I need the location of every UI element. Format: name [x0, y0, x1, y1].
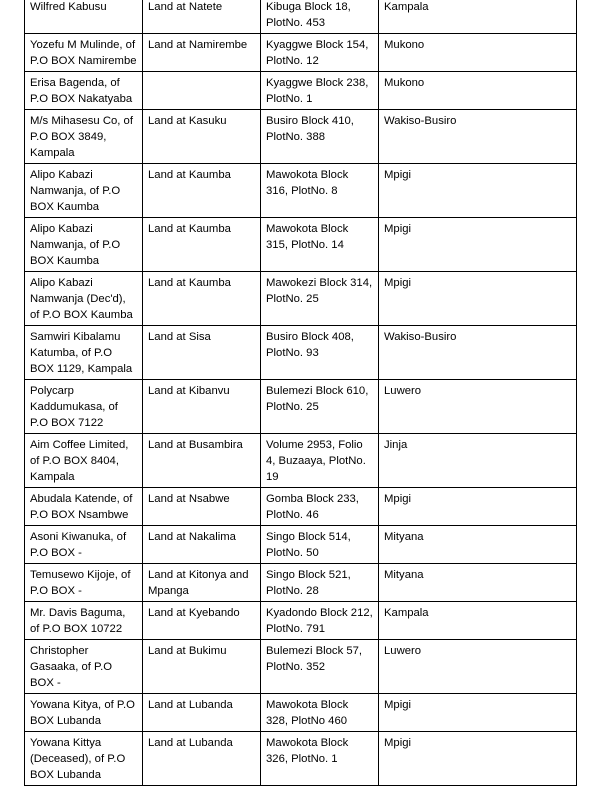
- block-plot-cell: Mawokezi Block 314, PlotNo. 25: [261, 272, 379, 326]
- block-plot-cell: Mawokota Block 326, PlotNo. 1: [261, 732, 379, 786]
- block-plot-cell: Kyadondo Block 212, PlotNo. 791: [261, 602, 379, 640]
- block-plot-cell: Singo Block 521, PlotNo. 28: [261, 564, 379, 602]
- owner-cell: Samwiri Kibalamu Katumba, of P.O BOX 1129, Kampala: [25, 326, 143, 380]
- block-plot-cell: Singo Block 514, PlotNo. 50: [261, 526, 379, 564]
- owner-cell: Yowana Kitya, of P.O BOX Lubanda: [25, 694, 143, 732]
- owner-cell: Erisa Bagenda, of P.O BOX Nakatyaba: [25, 72, 143, 110]
- district-cell: Mpigi: [379, 272, 577, 326]
- table-row: [25, 72, 577, 110]
- block-plot-cell: Kyaggwe Block 238, PlotNo. 1: [261, 72, 379, 110]
- owner-cell: Yowana Kittya (Deceased), of P.O BOX Lubanda: [25, 732, 143, 786]
- owner-cell: Temusewo Kijoje, of P.O BOX -: [25, 564, 143, 602]
- district-cell: Mukono: [379, 34, 577, 72]
- district-cell: Mpigi: [379, 488, 577, 526]
- land-location-cell: Land at Namirembe: [143, 34, 261, 72]
- block-plot-cell: Kibuga Block 18, PlotNo. 453: [261, 0, 379, 34]
- land-location-cell: Land at Natete: [143, 0, 261, 34]
- owner-cell: M/s Mihasesu Co, of P.O BOX 3849, Kampala: [25, 110, 143, 164]
- land-location-cell: Land at Sisa: [143, 326, 261, 380]
- table-row: [25, 34, 577, 72]
- land-records-body: [25, 0, 577, 786]
- district-cell: Luwero: [379, 640, 577, 694]
- district-cell: Mityana: [379, 564, 577, 602]
- table-row: [25, 640, 577, 694]
- table-row: [25, 272, 577, 326]
- land-location-cell: Land at Kyebando: [143, 602, 261, 640]
- owner-cell: Yozefu M Mulinde, of P.O BOX Namirembe: [25, 34, 143, 72]
- table-row: [25, 380, 577, 434]
- block-plot-cell: Mawokota Block 315, PlotNo. 14: [261, 218, 379, 272]
- district-cell: Mityana: [379, 526, 577, 564]
- land-location-cell: Land at Bukimu: [143, 640, 261, 694]
- district-cell: Mpigi: [379, 218, 577, 272]
- district-cell: Kampala: [379, 602, 577, 640]
- table-row: [25, 0, 577, 34]
- land-location-cell: Land at Lubanda: [143, 732, 261, 786]
- block-plot-cell: Volume 2953, Folio 4, Buzaaya, PlotNo. 19: [261, 434, 379, 488]
- district-cell: Luwero: [379, 380, 577, 434]
- district-cell: Wakiso-Busiro: [379, 110, 577, 164]
- land-location-cell: Land at Nsabwe: [143, 488, 261, 526]
- table-row: [25, 164, 577, 218]
- block-plot-cell: Bulemezi Block 610, PlotNo. 25: [261, 380, 379, 434]
- owner-cell: Christopher Gasaaka, of P.O BOX -: [25, 640, 143, 694]
- table-row: [25, 694, 577, 732]
- table-row: [25, 218, 577, 272]
- block-plot-cell: Busiro Block 408, PlotNo. 93: [261, 326, 379, 380]
- block-plot-cell: Kyaggwe Block 154, PlotNo. 12: [261, 34, 379, 72]
- table-row: [25, 434, 577, 488]
- block-plot-cell: Gomba Block 233, PlotNo. 46: [261, 488, 379, 526]
- land-location-cell: Land at Kasuku: [143, 110, 261, 164]
- land-location-cell: Land at Busambira: [143, 434, 261, 488]
- land-location-cell: Land at Lubanda: [143, 694, 261, 732]
- district-cell: Wakiso-Busiro: [379, 326, 577, 380]
- owner-cell: Mr. Davis Baguma, of P.O BOX 10722: [25, 602, 143, 640]
- land-location-cell: [143, 72, 261, 110]
- district-cell: Jinja: [379, 434, 577, 488]
- land-location-cell: Land at Kaumba: [143, 272, 261, 326]
- table-row: [25, 732, 577, 786]
- owner-cell: Asoni Kiwanuka, of P.O BOX -: [25, 526, 143, 564]
- owner-cell: Wilfred Kabusu: [25, 0, 143, 34]
- district-cell: Mpigi: [379, 164, 577, 218]
- table-row: [25, 326, 577, 380]
- owner-cell: Abudala Katende, of P.O BOX Nsambwe: [25, 488, 143, 526]
- land-location-cell: Land at Nakalima: [143, 526, 261, 564]
- owner-cell: Alipo Kabazi Namwanja (Dec'd), of P.O BOX Kaumba: [25, 272, 143, 326]
- district-cell: Mpigi: [379, 732, 577, 786]
- table-row: [25, 110, 577, 164]
- block-plot-cell: Busiro Block 410, PlotNo. 388: [261, 110, 379, 164]
- land-location-cell: Land at Kaumba: [143, 218, 261, 272]
- land-records-table: [24, 0, 577, 786]
- owner-cell: Alipo Kabazi Namwanja, of P.O BOX Kaumba: [25, 218, 143, 272]
- table-row: [25, 526, 577, 564]
- block-plot-cell: Mawokota Block 316, PlotNo. 8: [261, 164, 379, 218]
- district-cell: Mukono: [379, 72, 577, 110]
- table-row: [25, 488, 577, 526]
- owner-cell: Aim Coffee Limited, of P.O BOX 8404, Kampala: [25, 434, 143, 488]
- land-location-cell: Land at Kibanvu: [143, 380, 261, 434]
- owner-cell: Alipo Kabazi Namwanja, of P.O BOX Kaumba: [25, 164, 143, 218]
- owner-cell: Polycarp Kaddumukasa, of P.O BOX 7122: [25, 380, 143, 434]
- table-row: [25, 602, 577, 640]
- land-location-cell: Land at Kaumba: [143, 164, 261, 218]
- table-row: [25, 564, 577, 602]
- block-plot-cell: Mawokota Block 328, PlotNo 460: [261, 694, 379, 732]
- district-cell: Mpigi: [379, 694, 577, 732]
- land-location-cell: Land at Kitonya and Mpanga: [143, 564, 261, 602]
- block-plot-cell: Bulemezi Block 57, PlotNo. 352: [261, 640, 379, 694]
- district-cell: Kampala: [379, 0, 577, 34]
